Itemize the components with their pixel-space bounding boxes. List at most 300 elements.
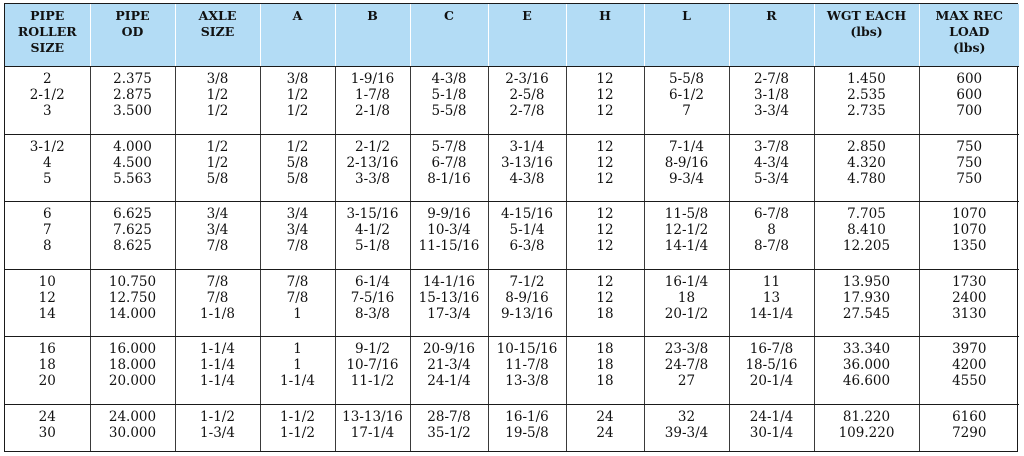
cell-value: 15-13/16	[418, 289, 480, 306]
row-group	[5, 337, 1019, 405]
cell-od	[90, 134, 175, 202]
row-group	[5, 134, 1019, 202]
cell-value: 5/8	[286, 170, 309, 187]
cell-value: 8	[42, 238, 52, 255]
cell-h	[566, 337, 644, 405]
cell-od	[90, 337, 175, 405]
cell-value: 14-1/4	[664, 238, 709, 255]
column-header-e	[488, 4, 566, 67]
cell-value: 12	[596, 170, 614, 187]
cell-value: 16	[38, 341, 56, 358]
cell-value: 3-7/8	[754, 138, 789, 155]
cell-value: 18	[596, 341, 614, 358]
cell-value: 5/8	[206, 170, 229, 187]
column-header-line: L	[682, 8, 691, 23]
cell-value: 7/8	[286, 238, 309, 255]
cell-a	[260, 67, 335, 135]
cell-value: 10-15/16	[496, 341, 558, 358]
header-row	[5, 4, 1019, 67]
cell-value: 2-1/2	[29, 87, 65, 103]
cell-value: 7290	[952, 424, 987, 441]
cell-value: 13-3/8	[505, 373, 549, 390]
cell-load	[919, 404, 1019, 451]
cell-value: 4-3/8	[509, 170, 545, 187]
cell-value: 2	[42, 71, 52, 87]
cell-value: 5/8	[286, 154, 309, 171]
cell-value: 3/4	[206, 206, 229, 223]
cell-value: 16.000	[108, 341, 157, 358]
cell-load	[919, 337, 1019, 405]
cell-value: 9-9/16	[427, 206, 471, 223]
column-header-line: AXLE	[198, 8, 237, 23]
cell-wgt	[814, 67, 919, 135]
cell-value: 18	[596, 373, 614, 390]
column-header-h	[566, 4, 644, 67]
cell-value: 11-1/2	[350, 373, 395, 390]
cell-value: 3.500	[113, 103, 152, 119]
column-header-line: MAX REC	[935, 8, 1003, 23]
cell-value: 8	[767, 222, 776, 239]
cell-od	[90, 67, 175, 135]
cell-value: 750	[956, 154, 983, 171]
column-header-line: SIZE	[200, 24, 235, 39]
cell-wgt	[814, 269, 919, 337]
cell-value: 30	[38, 424, 56, 441]
cell-h	[566, 269, 644, 337]
cell-value: 1/2	[286, 103, 309, 119]
cell-a	[260, 337, 335, 405]
cell-value: 4	[42, 154, 52, 171]
cell-h	[566, 134, 644, 202]
cell-e	[488, 404, 566, 451]
cell-b	[335, 404, 410, 451]
cell-value: 1-7/8	[355, 87, 390, 103]
cell-wgt	[814, 337, 919, 405]
cell-axle	[175, 404, 260, 451]
cell-c	[410, 337, 488, 405]
cell-value: 8-3/8	[355, 305, 390, 322]
cell-value: 20	[38, 373, 56, 390]
cell-value: 2.850	[847, 138, 886, 155]
cell-value: 27	[677, 373, 696, 390]
cell-value: 1/2	[286, 87, 309, 103]
cell-l	[644, 337, 729, 405]
cell-value: 10-7/16	[346, 357, 399, 374]
cell-axle	[175, 134, 260, 202]
cell-value: 1-1/4	[200, 341, 235, 358]
cell-value: 9-3/4	[669, 170, 704, 187]
cell-r	[729, 134, 814, 202]
cell-size	[5, 67, 90, 135]
cell-value: 9-13/16	[500, 305, 554, 322]
cell-value: 5-5/8	[431, 103, 467, 119]
cell-value: 16-7/8	[749, 341, 794, 358]
cell-value: 17.930	[842, 289, 891, 306]
cell-value: 4-1/2	[355, 222, 390, 239]
cell-axle	[175, 269, 260, 337]
cell-value: 20-9/16	[422, 341, 476, 358]
cell-value: 6-3/8	[509, 238, 545, 255]
cell-value: 12	[596, 103, 614, 119]
cell-value: 7/8	[286, 289, 309, 306]
cell-value: 24	[38, 408, 56, 425]
cell-value: 1/2	[206, 87, 229, 103]
cell-b	[335, 67, 410, 135]
cell-value: 3-13/16	[500, 154, 554, 171]
cell-value: 7.705	[847, 206, 886, 223]
column-header-load	[919, 4, 1019, 67]
cell-od	[90, 269, 175, 337]
cell-value: 35-1/2	[427, 424, 471, 441]
cell-axle	[175, 337, 260, 405]
cell-value: 19-5/8	[505, 424, 549, 441]
cell-a	[260, 202, 335, 270]
cell-value: 33.340	[842, 341, 891, 358]
cell-value: 8-9/16	[664, 154, 709, 171]
cell-value: 7/8	[206, 289, 229, 306]
spec-table	[5, 4, 1019, 451]
cell-value: 1-1/2	[280, 408, 315, 425]
cell-value: 2400	[952, 289, 987, 306]
cell-value: 6	[42, 206, 52, 223]
cell-value: 750	[956, 170, 983, 187]
cell-value: 3/8	[206, 71, 229, 87]
pipe-roller-spec-table	[4, 3, 1018, 452]
cell-value: 18	[677, 289, 696, 306]
cell-value: 5-1/8	[431, 87, 467, 103]
cell-value: 81.220	[842, 408, 891, 425]
cell-value: 1-1/4	[200, 357, 235, 374]
cell-value: 7.625	[113, 222, 152, 239]
table-header	[5, 4, 1019, 67]
cell-h	[566, 404, 644, 451]
row-group	[5, 202, 1019, 270]
column-header-line: PIPE	[115, 8, 150, 23]
cell-value: 12	[596, 238, 614, 255]
cell-value: 18	[596, 305, 614, 322]
column-header-wgt	[814, 4, 919, 67]
cell-r	[729, 337, 814, 405]
cell-c	[410, 202, 488, 270]
cell-value: 3970	[952, 341, 987, 358]
cell-value: 1-3/4	[200, 424, 235, 441]
cell-value: 7-5/16	[350, 289, 395, 306]
cell-value: 3-15/16	[346, 206, 399, 223]
cell-size	[5, 134, 90, 202]
cell-value: 1/2	[206, 154, 229, 171]
column-header-line: WGT EACH	[826, 8, 907, 23]
cell-value: 9-1/2	[355, 341, 390, 358]
column-header-line: OD	[121, 24, 144, 39]
cell-value: 27.545	[842, 305, 891, 322]
cell-b	[335, 134, 410, 202]
cell-a	[260, 404, 335, 451]
cell-value: 1/2	[206, 138, 229, 155]
cell-value: 2-7/8	[754, 71, 789, 87]
cell-l	[644, 134, 729, 202]
cell-c	[410, 404, 488, 451]
cell-r	[729, 202, 814, 270]
cell-load	[919, 67, 1019, 135]
cell-value: 30-1/4	[749, 424, 794, 441]
cell-size	[5, 202, 90, 270]
cell-value: 12	[596, 138, 614, 155]
table-body	[5, 67, 1019, 452]
cell-value: 8.410	[847, 222, 886, 239]
cell-b	[335, 269, 410, 337]
cell-value: 11-15/16	[418, 238, 480, 255]
column-header-line: SIZE	[30, 40, 65, 55]
cell-value: 24	[596, 424, 614, 441]
cell-size	[5, 269, 90, 337]
cell-value: 12	[38, 289, 56, 306]
cell-value: 4.500	[113, 154, 152, 171]
cell-e	[488, 337, 566, 405]
cell-l	[644, 269, 729, 337]
column-header-r	[729, 4, 814, 67]
cell-value: 7/8	[206, 238, 229, 255]
cell-value: 3/8	[286, 71, 309, 87]
cell-value: 24-1/4	[749, 408, 794, 425]
cell-value: 1	[293, 341, 302, 358]
cell-c	[410, 67, 488, 135]
cell-value: 18.000	[108, 357, 157, 374]
cell-value: 3	[42, 103, 52, 119]
cell-value: 109.220	[838, 424, 895, 441]
row-group	[5, 67, 1019, 135]
cell-value: 11-5/8	[664, 206, 709, 223]
cell-value: 5	[42, 170, 52, 187]
cell-b	[335, 202, 410, 270]
row-group	[5, 404, 1019, 451]
cell-value: 4.320	[847, 154, 886, 171]
column-header-line: (lbs)	[850, 24, 883, 39]
column-header-line: PIPE	[30, 8, 65, 23]
column-header-a	[260, 4, 335, 67]
cell-value: 30.000	[108, 424, 157, 441]
cell-value: 1070	[952, 222, 987, 239]
cell-value: 2.735	[847, 103, 886, 119]
cell-value: 1.450	[847, 71, 886, 87]
cell-value: 2-5/8	[509, 87, 545, 103]
cell-value: 2-1/2	[355, 138, 390, 155]
cell-value: 36.000	[842, 357, 891, 374]
cell-value: 12	[596, 273, 614, 290]
cell-value: 24	[596, 408, 614, 425]
column-header-line: A	[292, 8, 303, 23]
cell-value: 23-3/8	[664, 341, 709, 358]
cell-value: 2.875	[113, 87, 152, 103]
cell-value: 18-5/16	[745, 357, 798, 374]
cell-value: 14	[38, 305, 56, 322]
cell-value: 28-7/8	[427, 408, 471, 425]
cell-value: 10	[38, 273, 56, 290]
cell-value: 1	[293, 305, 302, 322]
cell-size	[5, 404, 90, 451]
cell-value: 14-1/16	[422, 273, 476, 290]
cell-value: 12	[596, 206, 614, 223]
cell-value: 4550	[952, 373, 987, 390]
cell-value: 6-7/8	[431, 154, 467, 171]
cell-value: 10-3/4	[427, 222, 471, 239]
cell-value: 20-1/2	[664, 305, 709, 322]
cell-value: 4-15/16	[500, 206, 554, 223]
cell-load	[919, 134, 1019, 202]
cell-value: 5-3/4	[754, 170, 789, 187]
column-header-line: R	[766, 8, 777, 23]
cell-value: 7-1/2	[509, 273, 545, 290]
cell-value: 12	[596, 222, 614, 239]
column-header-line: (lbs)	[953, 40, 986, 55]
cell-value: 1-9/16	[350, 71, 395, 87]
cell-value: 4-3/4	[754, 154, 789, 171]
row-group	[5, 269, 1019, 337]
cell-value: 3/4	[206, 222, 229, 239]
cell-value: 12	[596, 154, 614, 171]
cell-value: 11	[762, 273, 781, 290]
cell-value: 8.625	[113, 238, 152, 255]
cell-value: 4.780	[847, 170, 886, 187]
cell-value: 18	[38, 357, 56, 374]
cell-value: 18	[596, 357, 614, 374]
cell-c	[410, 269, 488, 337]
cell-value: 5.563	[113, 170, 152, 187]
cell-value: 12	[596, 289, 614, 306]
cell-value: 1070	[952, 206, 987, 223]
cell-value: 2.375	[113, 71, 152, 87]
cell-value: 3-1/4	[509, 138, 545, 155]
cell-value: 13.950	[842, 273, 891, 290]
cell-value: 12	[596, 87, 614, 103]
cell-value: 8-7/8	[754, 238, 789, 255]
cell-value: 12	[596, 71, 614, 87]
cell-h	[566, 202, 644, 270]
cell-value: 24-1/4	[427, 373, 471, 390]
cell-e	[488, 67, 566, 135]
cell-value: 1	[293, 357, 302, 374]
cell-value: 7-1/4	[669, 138, 704, 155]
cell-value: 14-1/4	[749, 305, 794, 322]
cell-load	[919, 269, 1019, 337]
cell-value: 5-7/8	[431, 138, 467, 155]
cell-value: 16-1/6	[505, 408, 549, 425]
cell-h	[566, 67, 644, 135]
cell-value: 7	[42, 222, 52, 239]
cell-value: 6.625	[113, 206, 152, 223]
cell-value: 14.000	[108, 305, 157, 322]
column-header-line: B	[367, 8, 378, 23]
cell-e	[488, 134, 566, 202]
cell-value: 1-1/4	[200, 373, 235, 390]
cell-value: 1-1/8	[200, 305, 235, 322]
cell-value: 24.000	[108, 408, 157, 425]
cell-size	[5, 337, 90, 405]
cell-value: 3130	[952, 305, 987, 322]
cell-value: 11-7/8	[505, 357, 549, 374]
cell-value: 7/8	[206, 273, 229, 290]
column-header-c	[410, 4, 488, 67]
cell-a	[260, 269, 335, 337]
cell-wgt	[814, 134, 919, 202]
cell-c	[410, 134, 488, 202]
cell-l	[644, 67, 729, 135]
cell-value: 10.750	[108, 273, 157, 290]
column-header-line: E	[522, 8, 532, 23]
cell-value: 1-1/2	[200, 408, 235, 425]
cell-value: 32	[677, 408, 696, 425]
cell-value: 5-1/8	[355, 238, 390, 255]
column-header-line: ROLLER	[17, 24, 77, 39]
cell-value: 5-5/8	[669, 71, 704, 87]
cell-value: 6-7/8	[754, 206, 789, 223]
cell-value: 8-1/16	[427, 170, 471, 187]
cell-value: 2-7/8	[509, 103, 545, 119]
cell-r	[729, 404, 814, 451]
column-header-b	[335, 4, 410, 67]
cell-value: 20.000	[108, 373, 157, 390]
column-header-size	[5, 4, 90, 67]
cell-value: 12-1/2	[664, 222, 709, 239]
cell-value: 17-1/4	[350, 424, 395, 441]
cell-value: 600	[956, 71, 983, 87]
cell-value: 2-3/16	[505, 71, 549, 87]
cell-value: 17-3/4	[427, 305, 471, 322]
cell-value: 21-3/4	[427, 357, 471, 374]
cell-value: 13-13/16	[342, 408, 403, 425]
column-header-l	[644, 4, 729, 67]
cell-value: 6160	[952, 408, 987, 425]
cell-wgt	[814, 404, 919, 451]
cell-value: 13	[762, 289, 781, 306]
cell-wgt	[814, 202, 919, 270]
cell-value: 16-1/4	[664, 273, 709, 290]
cell-e	[488, 269, 566, 337]
cell-l	[644, 404, 729, 451]
cell-value: 6-1/2	[669, 87, 704, 103]
column-header-od	[90, 4, 175, 67]
cell-value: 3-3/4	[754, 103, 789, 119]
cell-axle	[175, 67, 260, 135]
cell-value: 3-1/8	[754, 87, 789, 103]
cell-value: 3-3/8	[355, 170, 390, 187]
cell-value: 6-1/4	[355, 273, 390, 290]
column-header-line: C	[444, 8, 454, 23]
cell-value: 2-1/8	[355, 103, 390, 119]
cell-value: 2-13/16	[346, 154, 399, 171]
cell-value: 1/2	[286, 138, 309, 155]
cell-b	[335, 337, 410, 405]
cell-e	[488, 202, 566, 270]
cell-value: 750	[956, 138, 983, 155]
cell-value: 1-1/2	[280, 424, 315, 441]
cell-value: 24-7/8	[664, 357, 709, 374]
cell-od	[90, 202, 175, 270]
cell-l	[644, 202, 729, 270]
cell-value: 5-1/4	[509, 222, 545, 239]
cell-axle	[175, 202, 260, 270]
column-header-line: H	[599, 8, 611, 23]
cell-value: 700	[956, 103, 983, 119]
cell-value: 1350	[952, 238, 987, 255]
column-header-line: LOAD	[949, 24, 990, 39]
cell-value: 4200	[952, 357, 987, 374]
cell-value: 3-1/2	[29, 138, 65, 155]
cell-value: 3/4	[286, 206, 309, 223]
cell-value: 46.600	[842, 373, 891, 390]
cell-value: 1/2	[206, 103, 229, 119]
cell-value: 8-9/16	[505, 289, 549, 306]
cell-value: 7/8	[286, 273, 309, 290]
